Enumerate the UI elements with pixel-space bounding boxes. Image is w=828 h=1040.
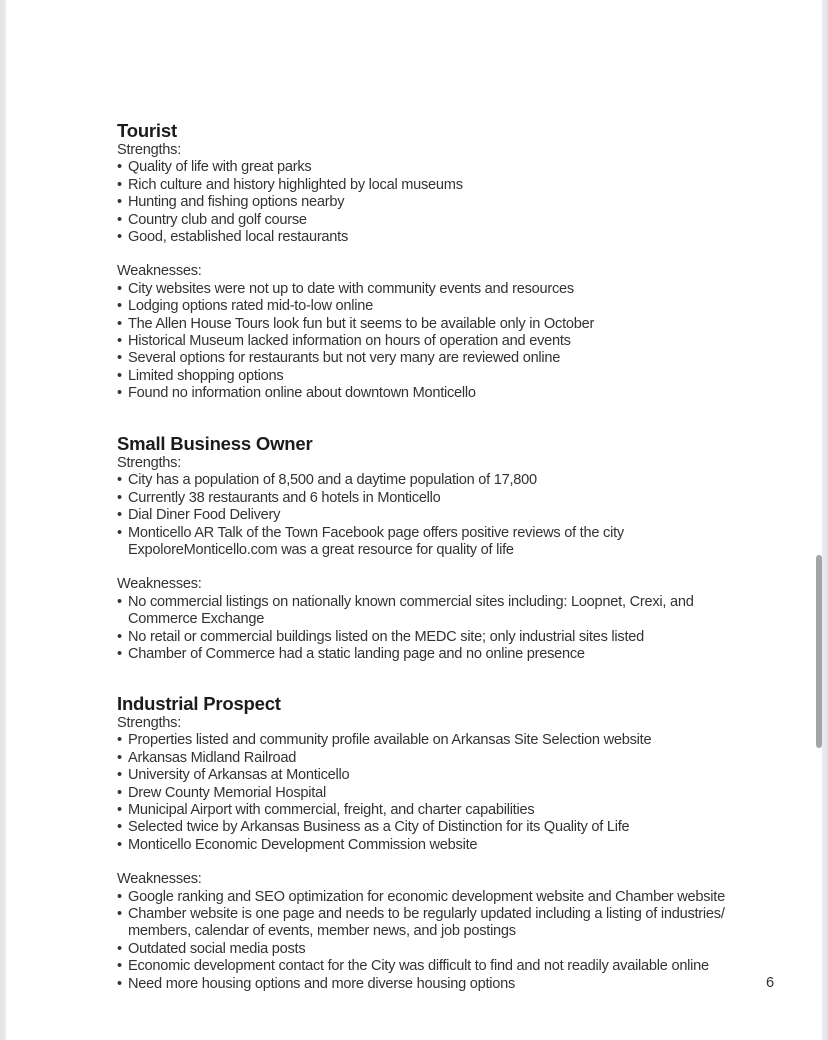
list-item: • Chamber of Commerce had a static landing page and no online presence: [117, 646, 777, 663]
section-title: Industrial Prospect: [117, 693, 281, 714]
list-item: • Country club and golf course: [117, 212, 777, 229]
list-item: • Outdated social media posts: [117, 941, 777, 958]
list-item: • Hunting and fishing options nearby: [117, 194, 777, 211]
strengths-label: Strengths:: [117, 455, 182, 471]
list-item: • Municipal Airport with commercial, freight, and charter capabilities: [117, 802, 777, 819]
list-item: • Properties listed and community profile available on Arkansas Site Selection website: [117, 732, 777, 749]
weaknesses-list: [117, 889, 777, 993]
list-item: • Good, established local restaurants: [117, 229, 777, 246]
list-item: • No retail or commercial buildings listed on the MEDC site; only industrial sites listed: [117, 629, 777, 646]
page-edge-right: [822, 0, 828, 1040]
scrollbar-thumb[interactable]: [816, 555, 822, 748]
section-title: Small Business Owner: [117, 433, 313, 454]
section-tourist: [117, 120, 777, 403]
list-item: • Currently 38 restaurants and 6 hotels in Monticello: [117, 490, 777, 507]
page-edge-left: [0, 0, 6, 1040]
list-item: • City websites were not up to date with community events and resources: [117, 281, 777, 298]
strengths-label: Strengths:: [117, 715, 182, 731]
strengths-list: [117, 472, 777, 559]
list-item: • City has a population of 8,500 and a daytime population of 17,800: [117, 472, 777, 489]
list-item: • Arkansas Midland Railroad: [117, 750, 777, 767]
list-item: • Economic development contact for the City was difficult to find and not readily available online: [117, 958, 777, 975]
section-title: Tourist: [117, 120, 177, 141]
weaknesses-label: Weaknesses:: [117, 576, 202, 593]
list-item: • Selected twice by Arkansas Business as a City of Distinction for its Quality of Life: [117, 819, 777, 836]
list-item: • Need more housing options and more diverse housing options: [117, 976, 777, 993]
weaknesses-list: [117, 594, 777, 664]
section-industrial-prospect: [117, 693, 777, 993]
list-item: • Quality of life with great parks: [117, 159, 777, 176]
page-number: 6: [766, 975, 775, 991]
list-item: • Google ranking and SEO optimization for economic development website and Chamber website: [117, 889, 777, 906]
section-small-business-owner: [117, 433, 777, 663]
list-item: • Drew County Memorial Hospital: [117, 785, 777, 802]
list-item: • University of Arkansas at Monticello: [117, 767, 777, 784]
strengths-label: Strengths:: [117, 142, 182, 158]
list-item: • The Allen House Tours look fun but it seems to be available only in October: [117, 316, 777, 333]
weaknesses-label: Weaknesses:: [117, 871, 202, 888]
strengths-list: [117, 732, 777, 854]
list-item: • Found no information online about downtown Monticello: [117, 385, 777, 402]
list-item: • Monticello AR Talk of the Town Facebook page offers positive reviews of the city ExpoloreMonticello.com was a great resource for quality of life: [117, 525, 673, 560]
list-item: • Monticello Economic Development Commission website: [117, 837, 777, 854]
list-item: • Chamber website is one page and needs to be regularly updated including a listing of industries/ members, calendar of events, member news, and job postings: [117, 906, 783, 941]
list-item: • Dial Diner Food Delivery: [117, 507, 777, 524]
list-item: • Several options for restaurants but not very many are reviewed online: [117, 350, 777, 367]
list-item: • Limited shopping options: [117, 368, 777, 385]
list-item: • Historical Museum lacked information on hours of operation and events: [117, 333, 777, 350]
weaknesses-label: Weaknesses:: [117, 263, 202, 280]
weaknesses-list: [117, 281, 777, 403]
list-item: • No commercial listings on nationally known commercial sites including: Loopnet, Crexi, and Commerce Exchange: [117, 594, 753, 629]
strengths-list: [117, 159, 777, 246]
list-item: • Rich culture and history highlighted by local museums: [117, 177, 777, 194]
list-item: • Lodging options rated mid-to-low online: [117, 298, 777, 315]
